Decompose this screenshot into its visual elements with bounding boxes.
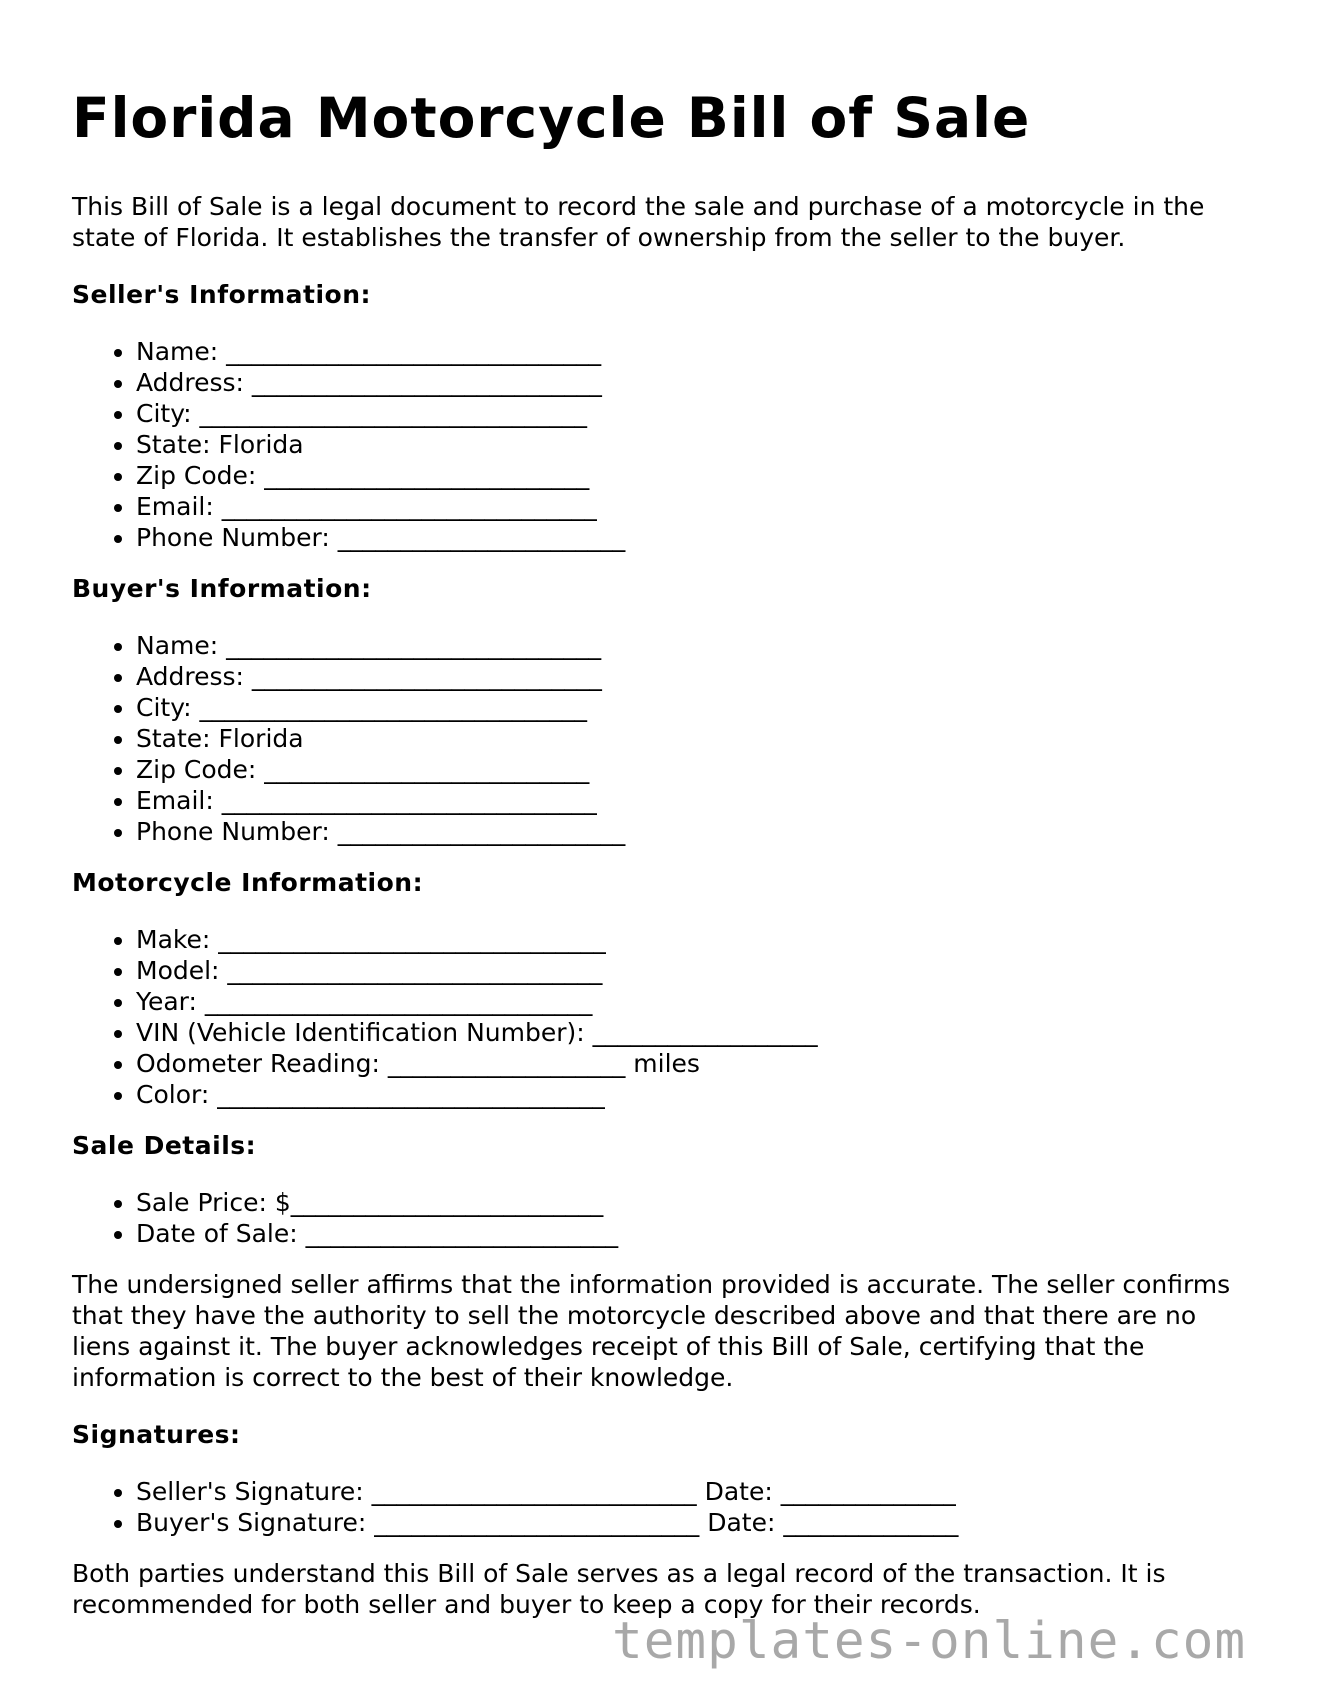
seller-state-field: • State: Florida <box>136 429 1252 460</box>
seller-email-field: • Email: ______________________________ <box>136 491 1252 522</box>
affirmation-paragraph: The undersigned seller affirms that the information provided is accurate. The seller confirms that they have the authority to sell the motorcycle described above and that there are no liens against it. The buyer acknowledges receipt of this Bill of Sale, certifying that the information is correct to the best of their knowledge. <box>72 1269 1231 1392</box>
seller-name-field: • Name: ______________________________ <box>136 336 1252 367</box>
buyer-name-field: • Name: ______________________________ <box>136 630 1252 661</box>
signatures-section-heading: Signatures: <box>72 1419 241 1449</box>
motorcycle-color-field: • Color: _______________________________ <box>136 1079 1252 1110</box>
buyer-city-field: • City: _______________________________ <box>136 692 1252 723</box>
motorcycle-model-field: • Model: ______________________________ <box>136 955 1252 986</box>
buyer-section-heading: Buyer's Information: <box>72 573 372 603</box>
page-title: Florida Motorcycle Bill of Sale <box>72 86 1031 150</box>
document-page <box>72 88 1252 1620</box>
seller-city-field: • City: _______________________________ <box>136 398 1252 429</box>
sale-date-field: • Date of Sale: _________________________ <box>136 1218 1252 1249</box>
sale-section-heading: Sale Details: <box>72 1130 257 1160</box>
sale-details-list <box>72 1187 1252 1249</box>
buyer-zip-field: • Zip Code: __________________________ <box>136 754 1252 785</box>
seller-phone-field: • Phone Number: _______________________ <box>136 522 1252 553</box>
sale-price-field: • Sale Price: $_________________________ <box>136 1187 1252 1218</box>
motorcycle-make-field: • Make: _______________________________ <box>136 924 1252 955</box>
motorcycle-year-field: • Year: _______________________________ <box>136 986 1252 1017</box>
seller-info-list <box>72 336 1252 553</box>
intro-paragraph: This Bill of Sale is a legal document to record the sale and purchase of a motorcycle in the state of Florida. It establishes the transfer of ownership from the seller to the buyer. <box>72 191 1205 252</box>
seller-signature-field: • Seller's Signature: __________________________ Date: ______________ <box>136 1476 1252 1507</box>
motorcycle-section-heading: Motorcycle Information: <box>72 867 424 897</box>
motorcycle-odometer-field: • Odometer Reading: ___________________ miles <box>136 1048 1252 1079</box>
watermark: templates-online.com <box>612 1612 1247 1671</box>
buyer-info-list <box>72 630 1252 847</box>
buyer-state-field: • State: Florida <box>136 723 1252 754</box>
seller-zip-field: • Zip Code: __________________________ <box>136 460 1252 491</box>
buyer-signature-field: • Buyer's Signature: __________________________ Date: ______________ <box>136 1507 1252 1538</box>
signatures-list <box>72 1476 1252 1538</box>
motorcycle-info-list <box>72 924 1252 1110</box>
seller-section-heading: Seller's Information: <box>72 279 372 309</box>
motorcycle-vin-field: • VIN (Vehicle Identification Number): __________________ <box>136 1017 1252 1048</box>
buyer-address-field: • Address: ____________________________ <box>136 661 1252 692</box>
closing-paragraph: Both parties understand this Bill of Sale serves as a legal record of the transaction. It is recommended for both seller and buyer to keep a copy for their records. <box>72 1558 1166 1619</box>
seller-address-field: • Address: ____________________________ <box>136 367 1252 398</box>
buyer-phone-field: • Phone Number: _______________________ <box>136 816 1252 847</box>
buyer-email-field: • Email: ______________________________ <box>136 785 1252 816</box>
